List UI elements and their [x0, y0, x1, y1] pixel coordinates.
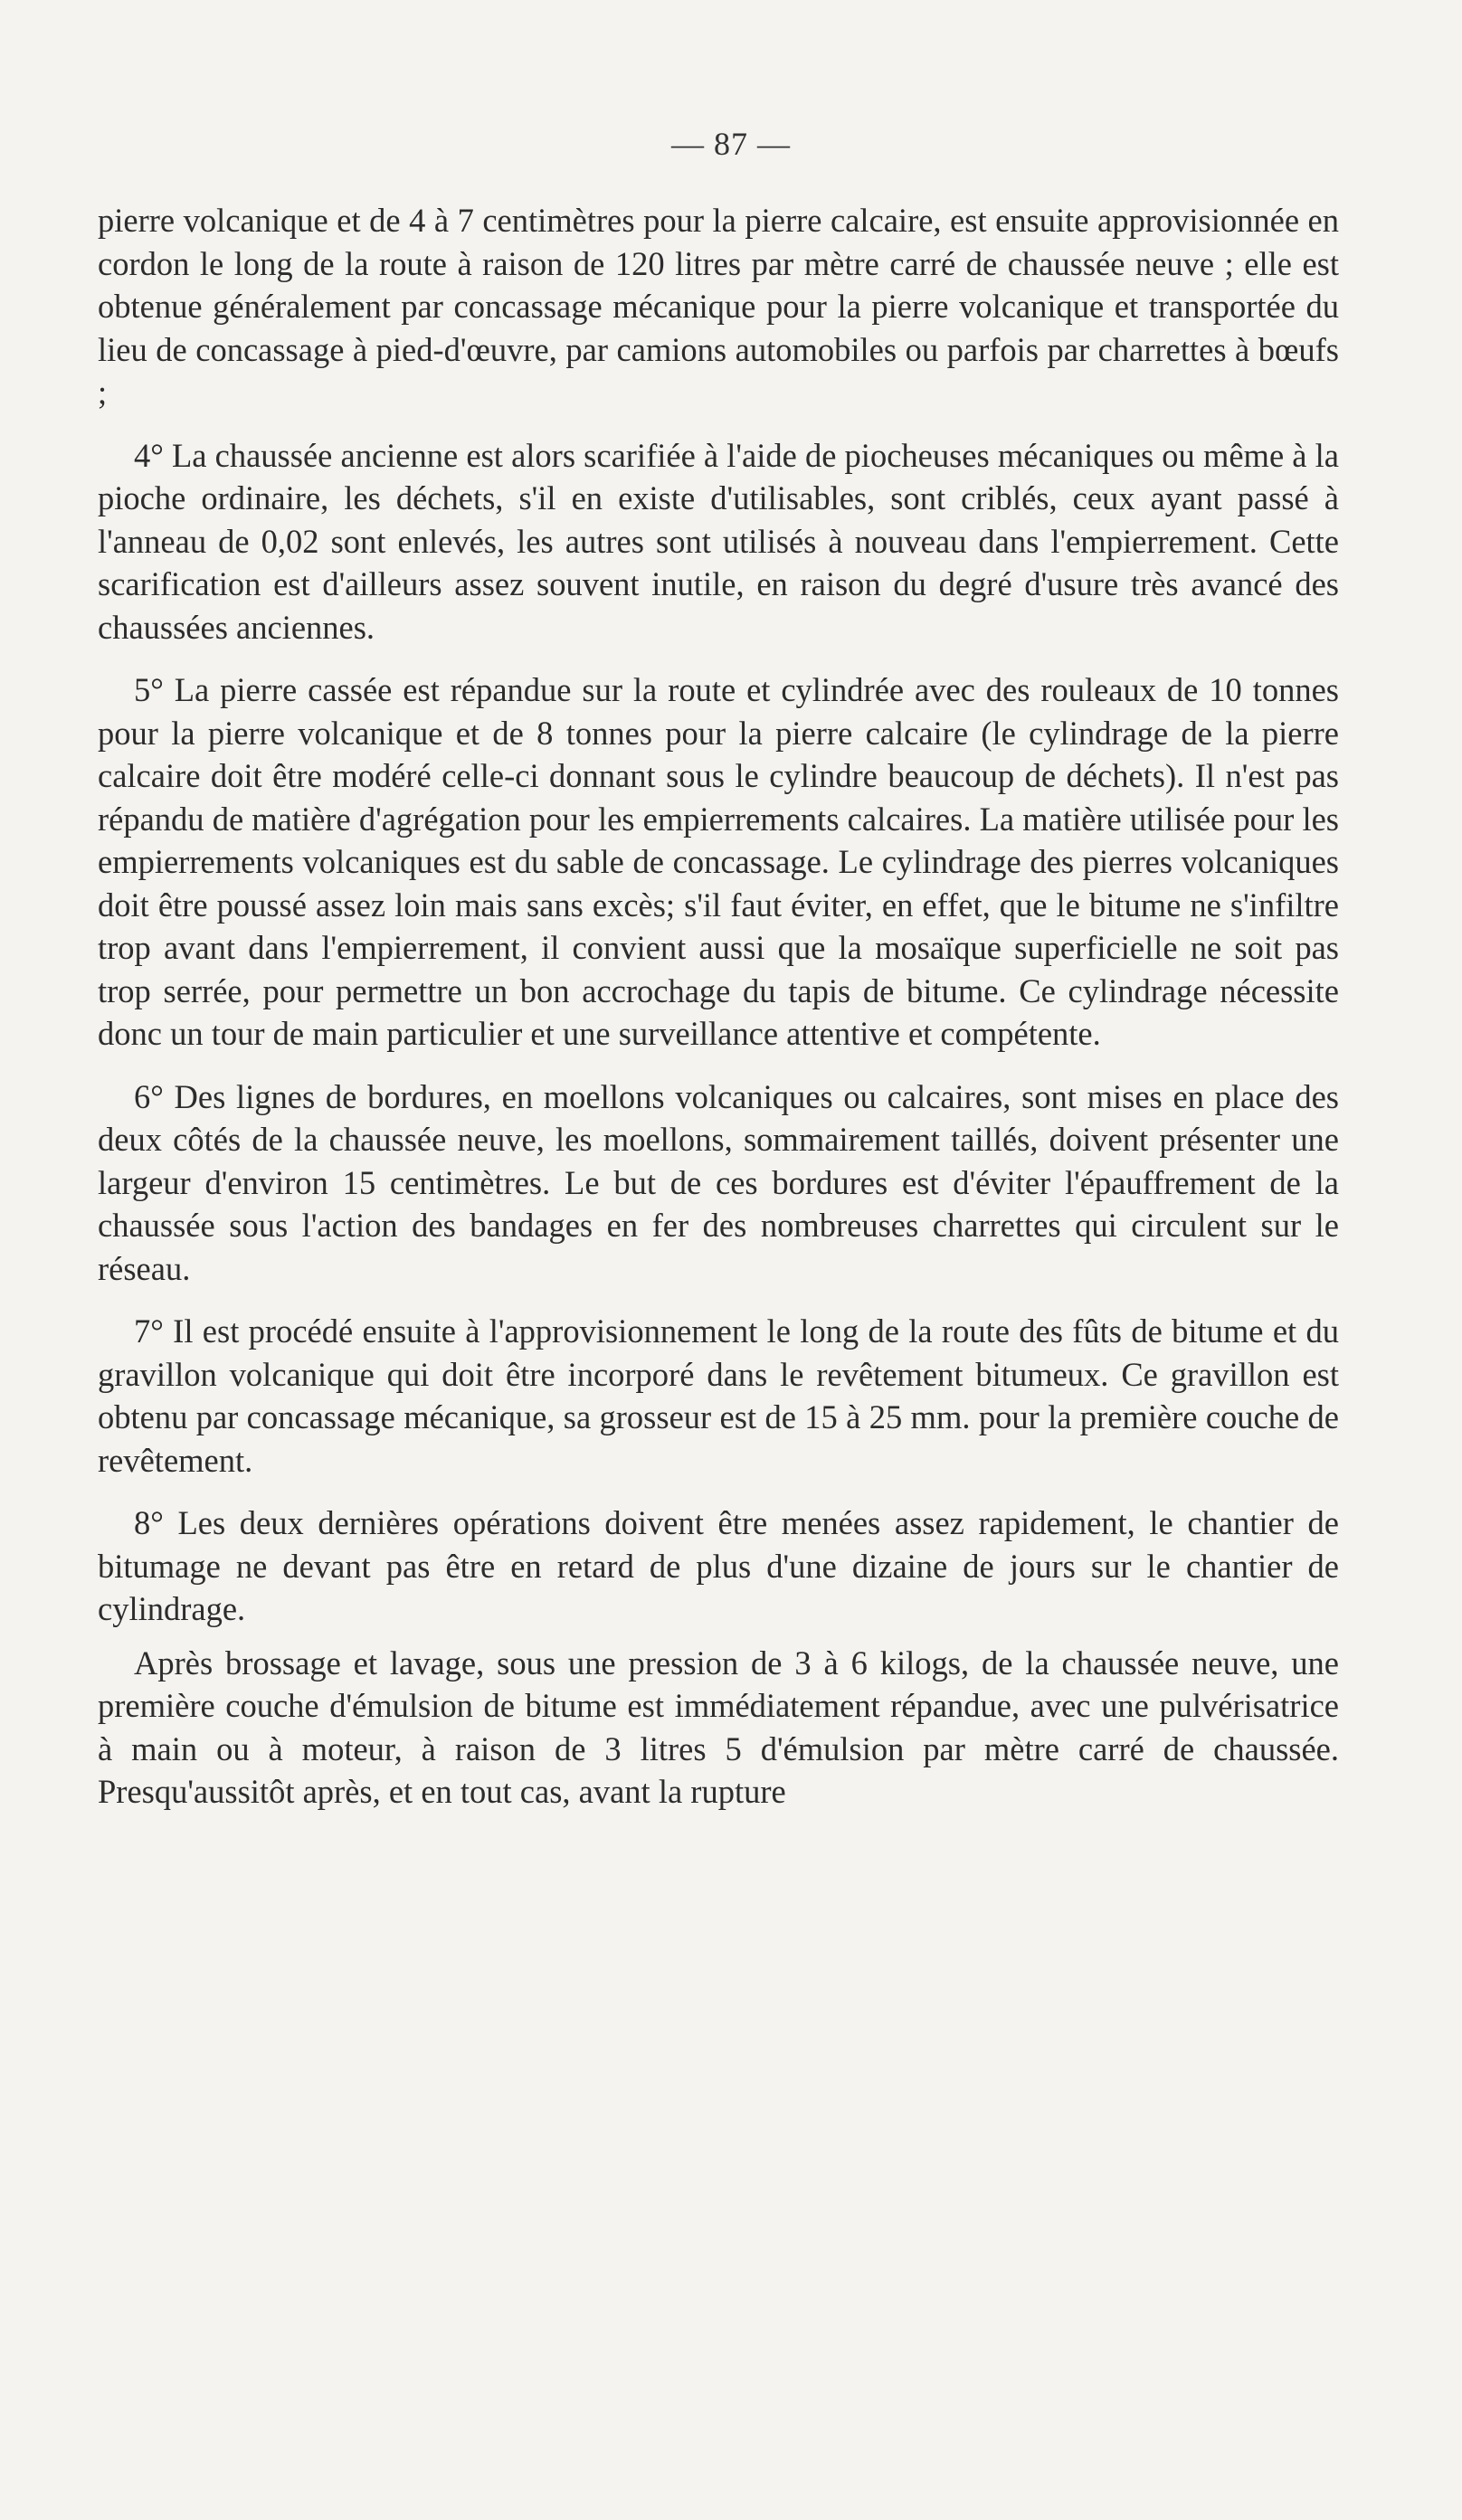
body-text [98, 199, 1339, 1814]
paragraph-step-6: 6° Des lignes de bordures, en moellons volcaniques ou calcaires, sont mises en place des deux côtés de la chaussée neuve, les moellons, sommairement taillés, doivent présenter une largeur d'environ 15 centimètres. Le but de ces bordures est d'éviter l'épauffrement de la chaussée sous l'action des bandages en fer des nombreuses charrettes qui circulent sur le réseau. [98, 1077, 1339, 1287]
page-number: — 87 — [671, 126, 791, 162]
paragraph-brossage: Après brossage et lavage, sous une pression de 3 à 6 kilogs, de la chaussée neuve, une première couche d'émulsion de bitume est immédiatement répandue, avec une pulvérisatrice à main ou à moteur, à raison de 3 litres 5 d'émulsion par mètre carré de chaussée. Presqu'aussitôt après, et en tout cas, avant la rupture [98, 1644, 1339, 1810]
paragraph-step-8: 8° Les deux dernières opérations doivent être menées assez rapidement, le chantier de bitumage ne devant pas être en retard de plus d'une dizaine de jours sur le chantier de cylindrage. [98, 1504, 1339, 1627]
paragraph-continuation: pierre volcanique et de 4 à 7 centimètres pour la pierre calcaire, est ensuite approvisionnée en cordon le long de la route à raison de 120 litres par mètre carré de chaussée neuve ; elle est obtenue généralement par concassage mécanique pour la pierre volcanique et transportée du lieu de concassage à pied-d'œuvre, par camions automobiles ou parfois par charrettes à bœufs ; [98, 202, 1339, 411]
paragraph-step-5: 5° La pierre cassée est répandue sur la route et cylindrée avec des rouleaux de 10 tonnes pour la pierre volcanique et de 8 tonnes pour la pierre calcaire (le cylindrage de la pierre calcaire doit être modéré celle-ci donnant sous le cylindre beaucoup de déchets). Il n'est pas répandu de matière d'agrégation pour les empierrements calcaires. La matière utilisée pour les empierrements volcaniques est du sable de concassage. Le cylindrage des pierres volcaniques doit être poussé assez loin mais sans excès; s'il faut éviter, en effet, que le bitume ne s'infiltre trop avant dans l'empierrement, il convient aussi que la mosaïque superficielle ne soit pas trop serrée, pour permettre un bon accrochage du tapis de bitume. Ce cylindrage nécessite donc un tour de main particulier et une surveillance attentive et compétente. [98, 671, 1339, 1052]
paragraph-step-4: 4° La chaussée ancienne est alors scarifiée à l'aide de piocheuses mécaniques ou même à la pioche ordinaire, les déchets, s'il en existe d'utilisables, sont criblés, ceux ayant passé à l'anneau de 0,02 sont enlevés, les autres sont utilisés à nouveau dans l'empierrement. Cette scarification est d'ailleurs assez souvent inutile, en raison du degré d'usure très avancé des chaussées anciennes. [98, 436, 1339, 646]
paragraph-step-7: 7° Il est procédé ensuite à l'approvisionnement le long de la route des fûts de bitume et du gravillon volcanique qui doit être incorporé dans le revêtement bitumeux. Ce gravillon est obtenu par concassage mécanique, sa grosseur est de 15 à 25 mm. pour la première couche de revêtement. [98, 1312, 1339, 1479]
